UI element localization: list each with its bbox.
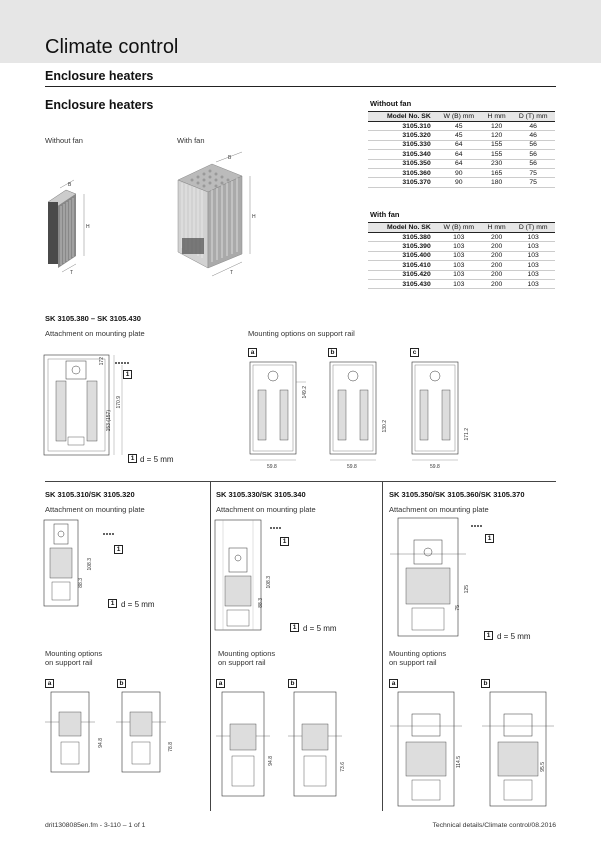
footer-right: Technical details/Climate control/08.2016 xyxy=(432,822,556,829)
drawing-top-rail-a xyxy=(250,362,310,462)
marker-1-col3-note: 1 xyxy=(484,631,493,640)
heater-without-fan-image xyxy=(40,180,110,275)
marker-a-col3: a xyxy=(389,679,398,688)
table-row xyxy=(368,131,555,140)
table-cell: 3105.330 xyxy=(368,140,436,149)
table-cell: 45 xyxy=(436,122,482,131)
marker-H-large: H xyxy=(252,214,256,220)
table-cell: 230 xyxy=(482,159,512,168)
dim-col3-b: 75 xyxy=(455,605,461,611)
marker-a-top: a xyxy=(248,348,257,357)
marker-a-col2: a xyxy=(216,679,225,688)
table-cell: 90 xyxy=(436,168,482,177)
table-cell: 103 xyxy=(511,233,555,242)
d-note-top: d = 5 mm xyxy=(140,455,174,464)
marker-b-top: b xyxy=(328,348,337,357)
table-cell: 103 xyxy=(511,261,555,270)
marker-B-large: B xyxy=(228,155,232,161)
drawing-col1-attach xyxy=(44,520,124,610)
table-cell: 200 xyxy=(482,251,512,260)
col2-title: SK 3105.330/SK 3105.340 xyxy=(216,490,306,499)
drawing-col3-rail-a xyxy=(390,692,470,812)
dim-col2-b: 88.3 xyxy=(258,598,264,608)
marker-c-top: c xyxy=(410,348,419,357)
col3-rail-label-2: on support rail xyxy=(389,658,437,667)
marker-b-col1: b xyxy=(117,679,126,688)
marker-b-col3: b xyxy=(481,679,490,688)
table-row xyxy=(368,242,555,251)
divider-horizontal xyxy=(45,481,556,482)
table-cell: 56 xyxy=(511,159,555,168)
dim-top-d1: 149.2 xyxy=(302,386,308,399)
table-cell: 3105.410 xyxy=(368,261,436,270)
table-cell: 180 xyxy=(482,178,512,187)
dim-col2-c: 94.8 xyxy=(268,756,274,766)
marker-H-small: H xyxy=(86,224,90,230)
subtitle-rule xyxy=(45,86,556,87)
table-cell: 3105.360 xyxy=(368,168,436,177)
col2-rail-label-1: Mounting options xyxy=(218,649,276,658)
table-row xyxy=(368,168,555,177)
d-note-col3: d = 5 mm xyxy=(497,632,531,641)
marker-1-col3: 1 xyxy=(485,534,494,543)
drawing-col2-rail-b xyxy=(288,692,348,802)
table-cell: 200 xyxy=(482,261,512,270)
table-row xyxy=(368,270,555,279)
table-cell: 103 xyxy=(436,270,482,279)
table-row xyxy=(368,122,555,131)
col2-attach-label: Attachment on mounting plate xyxy=(216,505,316,514)
drawing-top-rail-b xyxy=(330,362,390,462)
table-cell: 46 xyxy=(511,131,555,140)
table-cell: 64 xyxy=(436,140,482,149)
table-cell: 120 xyxy=(482,131,512,140)
marker-1-top-note: 1 xyxy=(128,454,137,463)
d-note-col2: d = 5 mm xyxy=(303,624,337,633)
dim-top-d4: 171.2 xyxy=(464,428,470,441)
col1-title: SK 3105.310/SK 3105.320 xyxy=(45,490,135,499)
drawing-col2-rail-a xyxy=(216,692,276,802)
table-cell: 56 xyxy=(511,150,555,159)
table-cell: 45 xyxy=(436,131,482,140)
th-depth: D (T) mm xyxy=(511,223,555,233)
table-cell: 103 xyxy=(436,279,482,288)
dim-top-d2c: 59.8 xyxy=(430,464,440,470)
table-with-fan xyxy=(368,222,555,289)
table-row xyxy=(368,261,555,270)
table-cell: 3105.380 xyxy=(368,233,436,242)
table-cell: 46 xyxy=(511,122,555,131)
table-cell: 3105.420 xyxy=(368,270,436,279)
th-model: Model No. SK xyxy=(368,223,436,233)
dim-top-c: 153 (157) xyxy=(106,410,112,432)
table-cell: 103 xyxy=(511,242,555,251)
marker-1-col1: 1 xyxy=(114,545,123,554)
col2-rail-label-2: on support rail xyxy=(218,658,266,667)
dim-col3-d: 95.5 xyxy=(540,762,546,772)
table-row xyxy=(368,150,555,159)
table-cell: 200 xyxy=(482,270,512,279)
page-title: Climate control xyxy=(45,36,179,58)
footer-left: drit1308085en.fm - 3-110 – 1 of 1 xyxy=(45,822,146,829)
table-cell: 200 xyxy=(482,242,512,251)
dim-col1-a: 108.3 xyxy=(87,558,93,571)
table-cell: 103 xyxy=(436,261,482,270)
table-caption-without-fan: Without fan xyxy=(370,99,412,108)
col3-rail-label-1: Mounting options xyxy=(389,649,447,658)
d-note-col1: d = 5 mm xyxy=(121,600,155,609)
dim-col1-d: 78.8 xyxy=(168,742,174,752)
table-cell: 3105.400 xyxy=(368,251,436,260)
section-top-rail-label: Mounting options on support rail xyxy=(248,329,355,338)
section-top-attach-label: Attachment on mounting plate xyxy=(45,329,145,338)
table-cell: 200 xyxy=(482,233,512,242)
divider-col2 xyxy=(382,481,383,811)
drawing-col1-rail-a xyxy=(45,692,105,777)
label-without-fan: Without fan xyxy=(45,136,83,145)
table-cell: 64 xyxy=(436,159,482,168)
table-cell: 3105.340 xyxy=(368,150,436,159)
table-cell: 103 xyxy=(511,270,555,279)
dim-top-d2a: 59.8 xyxy=(267,464,277,470)
table-row xyxy=(368,279,555,288)
divider-col1 xyxy=(210,481,211,811)
marker-T-small: T xyxy=(70,270,74,276)
marker-B-small: B xyxy=(68,182,72,188)
heater-with-fan-image xyxy=(172,150,272,280)
th-width: W (B) mm xyxy=(436,112,482,122)
table-cell: 165 xyxy=(482,168,512,177)
table-cell: 64 xyxy=(436,150,482,159)
page-subtitle: Enclosure heaters xyxy=(45,69,154,83)
col1-rail-label-1: Mounting options xyxy=(45,649,103,658)
marker-a-col1: a xyxy=(45,679,54,688)
table-cell: 155 xyxy=(482,150,512,159)
col3-attach-label: Attachment on mounting plate xyxy=(389,505,489,514)
table-cell: 103 xyxy=(436,242,482,251)
table-cell: 3105.390 xyxy=(368,242,436,251)
marker-1-top: 1 xyxy=(123,370,132,379)
table-caption-with-fan: With fan xyxy=(370,210,400,219)
drawing-top-rail-c xyxy=(412,362,472,462)
dim-col2-d: 73.6 xyxy=(340,762,346,772)
dim-top-a: 172 xyxy=(99,357,105,366)
col1-attach-label: Attachment on mounting plate xyxy=(45,505,145,514)
table-cell: 3105.320 xyxy=(368,131,436,140)
dim-col3-a: 125 xyxy=(464,585,470,594)
dim-top-d3: 130.2 xyxy=(382,420,388,433)
dim-top-d2b: 59.8 xyxy=(347,464,357,470)
table-cell: 103 xyxy=(511,279,555,288)
col1-rail-label-2: on support rail xyxy=(45,658,93,667)
marker-1-col1-note: 1 xyxy=(108,599,117,608)
table-cell: 155 xyxy=(482,140,512,149)
table-row xyxy=(368,140,555,149)
dim-col2-a: 108.3 xyxy=(266,576,272,589)
dim-col1-c: 94.8 xyxy=(98,738,104,748)
th-height: H mm xyxy=(482,223,512,233)
dim-col3-c: 114.5 xyxy=(456,756,462,769)
table-cell: 120 xyxy=(482,122,512,131)
table-cell: 103 xyxy=(511,251,555,260)
drawing-col3-rail-b xyxy=(482,692,562,812)
marker-T-large: T xyxy=(230,270,234,276)
dim-top-b: 170.9 xyxy=(116,396,122,409)
marker-1-col2: 1 xyxy=(280,537,289,546)
th-depth: D (T) mm xyxy=(511,112,555,122)
dim-col1-b: 88.3 xyxy=(78,578,84,588)
table-cell: 3105.430 xyxy=(368,279,436,288)
table-row xyxy=(368,251,555,260)
table-row xyxy=(368,178,555,187)
table-cell: 200 xyxy=(482,279,512,288)
table-cell: 3105.310 xyxy=(368,122,436,131)
table-cell: 90 xyxy=(436,178,482,187)
section-title: Enclosure heaters xyxy=(45,98,154,112)
th-model: Model No. SK xyxy=(368,112,436,122)
table-cell: 103 xyxy=(436,251,482,260)
table-row xyxy=(368,233,555,242)
table-cell: 103 xyxy=(436,233,482,242)
col3-title: SK 3105.350/SK 3105.360/SK 3105.370 xyxy=(389,490,525,499)
th-width: W (B) mm xyxy=(436,223,482,233)
table-without-fan xyxy=(368,111,555,188)
table-cell: 75 xyxy=(511,168,555,177)
table-cell: 56 xyxy=(511,140,555,149)
marker-b-col2: b xyxy=(288,679,297,688)
table-row xyxy=(368,159,555,168)
table-cell: 75 xyxy=(511,178,555,187)
label-with-fan: With fan xyxy=(177,136,205,145)
section-top-title: SK 3105.380 – SK 3105.430 xyxy=(45,314,141,323)
drawing-col1-rail-b xyxy=(116,692,176,777)
table-cell: 3105.350 xyxy=(368,159,436,168)
marker-1-col2-note: 1 xyxy=(290,623,299,632)
th-height: H mm xyxy=(482,112,512,122)
drawing-col3-attach xyxy=(390,518,490,640)
table-cell: 3105.370 xyxy=(368,178,436,187)
